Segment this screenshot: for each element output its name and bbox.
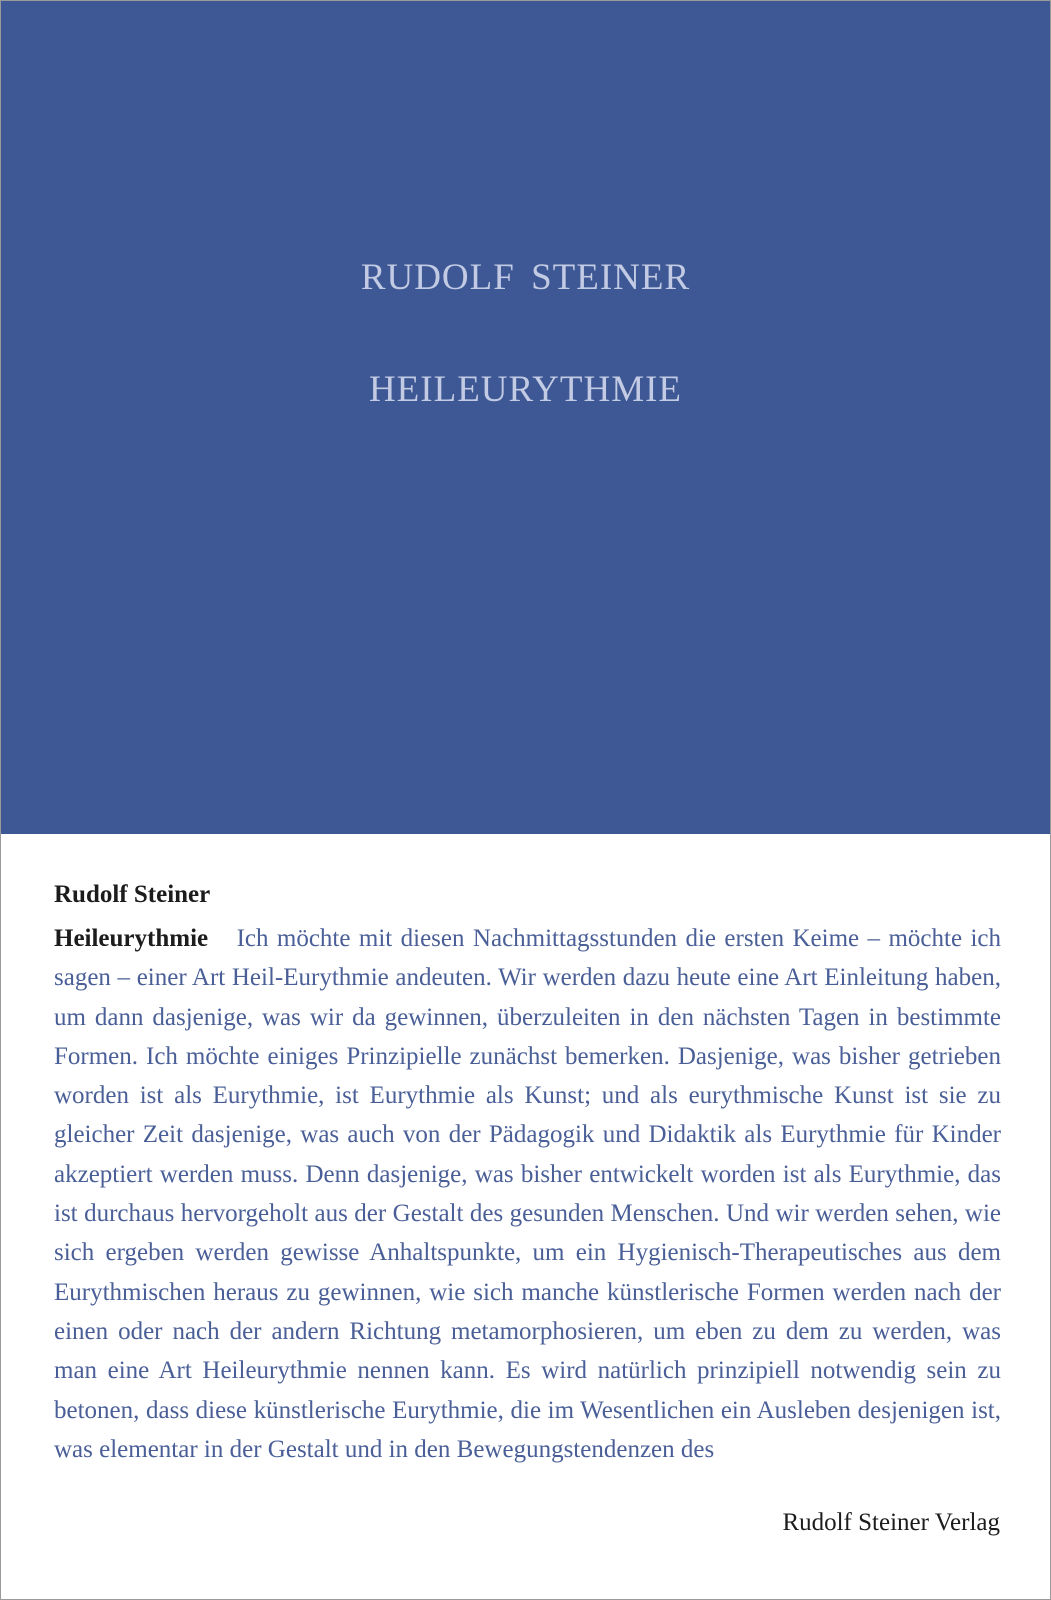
- cover-top-panel: [1, 1, 1050, 834]
- author-name: Rudolf Steiner: [54, 881, 211, 908]
- publisher-name: Rudolf Steiner Verlag: [770, 1509, 1000, 1537]
- cover-title-caps: HEILEURYTHMIE: [368, 369, 683, 410]
- book-title: Heileurythmie: [54, 925, 209, 952]
- cover-author-caps: RUDOLF STEINER: [360, 257, 691, 298]
- excerpt-text: Ich möchte mit diesen Nachmittagsstunden die ersten Keime – möchte ich sagen – einer Art Heil-Eurythmie andeuten. Wir werden dazu heute eine Art Einleitung haben, um dann dasjenige, was wir da gewinnen, überzuleiten in den nächsten Tagen in bestimmte Formen. Ich möchte einiges Prinzipielle zunächst bemerken. Dasjenige, was bisher getrieben worden ist als Eurythmie, ist Eurythmie als Kunst; und als eurythmische Kunst ist sie zu gleicher Zeit dasjenige, was auch von der Pädagogik und Didaktik als Eurythmie für Kinder akzeptiert werden muss. Denn dasjenige, was bisher entwickelt worden ist als Eurythmie, das ist durchaus hervorgeholt aus der Gestalt des gesunden Menschen. Und wir werden sehen, wie sich ergeben werden gewisse Anhaltspunkte, um ein Hygienisch-Therapeutisches aus dem Eurythmischen heraus zu gewinnen, wie sich manche künstlerische Formen werden nach der einen oder nach der andern Richtung metamorphosieren, um eben zu dem zu werden, was man eine Art Heileurythmie nennen kann. Es wird natürlich prinzipiell notwendig sein zu betonen, dass diese künstlerische Eurythmie, die im Wesentlichen ein Ausleben desjenigen ist, was elementar in der Gestalt und in den Bewegungstendenzen des: [54, 925, 1001, 1463]
- cover-excerpt: [54, 919, 1001, 1559]
